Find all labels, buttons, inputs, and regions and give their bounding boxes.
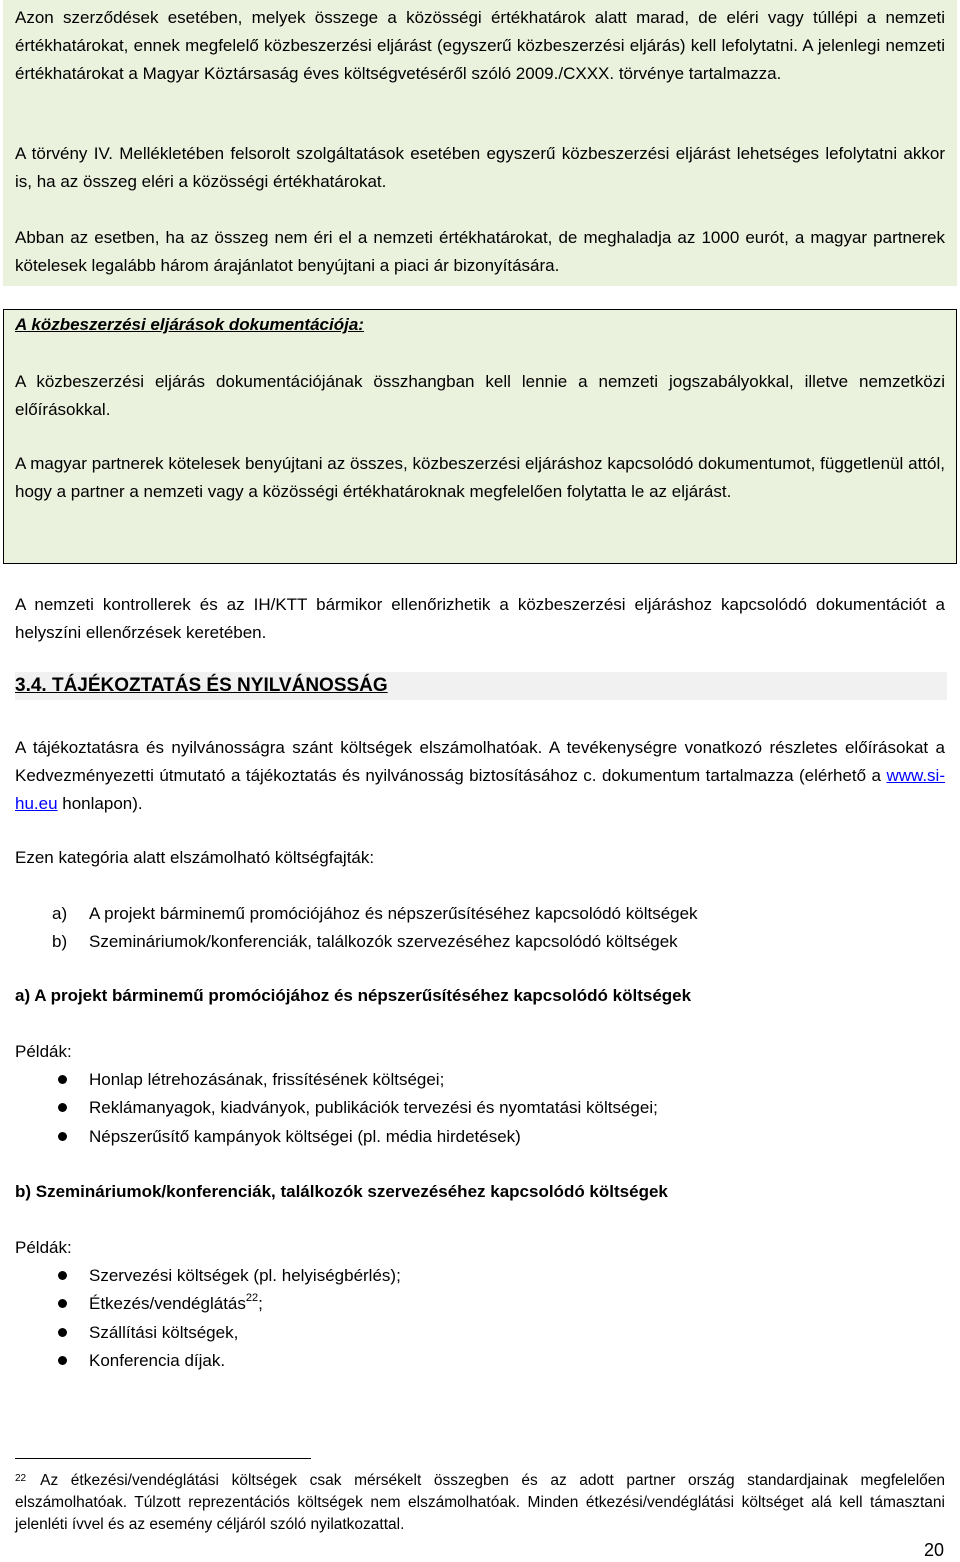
examples-label-a: Példák: <box>15 1042 72 1061</box>
example-item: Szállítási költségek, <box>89 1323 239 1342</box>
category-text: Szemináriumok/konferenciák, találkozók szervezéséhez kapcsolódó költségek <box>89 932 678 951</box>
documentation-paragraph-2: A magyar partnerek kötelesek benyújtani az összes, közbeszerzési eljáráshoz kapcsolódó dokumentumot, függetlenül attól, hogy a partner a nemzeti vagy a közösségi értékhatároknak megfelelően folytatta le az eljárást. <box>15 454 945 501</box>
thresholds-paragraph-2: A törvény IV. Mellékletében felsorolt szolgáltatások esetében egyszerű közbeszerzési eljárást lehetséges lefolytatni akkor is, ha az összeg eléri a közösségi értékhatárokat. <box>15 144 945 191</box>
example-item-text: Étkezés/vendéglátás <box>89 1294 246 1313</box>
controllers-paragraph: A nemzeti kontrollerek és az IH/KTT bármikor ellenőrizhetik a közbeszerzési eljáráshoz kapcsolódó dokumentációt a helyszíni ellenőrzések keretében. <box>15 595 945 642</box>
example-item: Reklámanyagok, kiadványok, publikációk tervezési és nyomtatási költségei; <box>89 1098 658 1117</box>
category-text: A projekt bárminemű promóciójához és népszerűsítéséhez kapcsolódó költségek <box>89 904 698 923</box>
thresholds-paragraph-1: Azon szerződések esetében, melyek összege a közösségi értékhatárok alatt marad, de eléri vagy túllépi a nemzeti értékhatárokat, ennek megfelelő közbeszerzési eljárást (egyszerű közbeszerzési eljárás) kell lefolytatni. A jelenlegi nemzeti értékhatárokat a Magyar Köztársaság éves költségvetéséről szóló 2009./CXXX. törvénye tartalmazza. <box>15 8 945 83</box>
bullet-icon <box>58 1299 67 1308</box>
list-marker: a) <box>52 904 68 923</box>
footnote-reference[interactable]: 22 <box>245 1292 259 1304</box>
website-link[interactable]: www.si-hu.eu <box>15 766 945 813</box>
page-number: 20 <box>923 1540 944 1560</box>
footnote <box>15 1470 945 1536</box>
footnote-text: Az étkezési/vendéglátási költségek csak mérsékelt összegben és az adott partner ország standardjainak megfelelően elszámolhatóak. Túlzott reprezentációs költségek nem elszámolhatóak. Minden étkezési/vendéglátási költséget alá kell támasztani jelenléti ívvel és az esemény céljáról szóló nyilatkozattal. <box>15 1472 945 1533</box>
documentation-title: A közbeszerzési eljárások dokumentációja: <box>15 315 364 334</box>
examples-label-b: Példák: <box>15 1238 72 1257</box>
categories-intro: Ezen kategória alatt elszámolható költségfajták: <box>15 848 375 867</box>
section-paragraph <box>15 734 945 818</box>
documentation-paragraph-1: A közbeszerzési eljárás dokumentációjának összhangban kell lennie a nemzeti jogszabályokkal, illetve nemzetközi előírásokkal. <box>15 372 945 419</box>
example-item-suffix: ; <box>258 1294 263 1313</box>
bullet-icon <box>58 1356 67 1365</box>
footnote-number: 22 <box>15 1473 27 1484</box>
example-item: Honlap létrehozásának, frissítésének költségei; <box>89 1070 445 1089</box>
subsection-b-heading: b) Szemináriumok/konferenciák, találkozók szervezéséhez kapcsolódó költségek <box>15 1182 668 1201</box>
section-heading: 3.4. TÁJÉKOZTATÁS ÉS NYILVÁNOSSÁG <box>15 675 388 696</box>
category-item-a <box>52 900 698 928</box>
example-item: Népszerűsítő kampányok költségei (pl. média hirdetések) <box>89 1127 521 1146</box>
footnote-separator <box>15 1458 311 1459</box>
bullet-icon <box>58 1103 67 1112</box>
example-item: Szervezési költségek (pl. helyiségbérlés); <box>89 1266 401 1285</box>
list-marker: b) <box>52 932 68 951</box>
category-item-b <box>52 928 678 956</box>
highlight-box-documentation <box>3 309 957 564</box>
section-paragraph-text: A tájékoztatásra és nyilvánosságra szánt költségek elszámolhatóak. A tevékenységre vonatkozó részletes előírásokat a Kedvezményezetti útmutató a tájékoztatás és nyilvánosság biztosításához c. dokumentum tartalmazza (elérhető a <box>15 738 945 785</box>
bullet-icon <box>58 1132 67 1141</box>
example-item-with-footnote <box>89 1290 263 1318</box>
bullet-icon <box>58 1271 67 1280</box>
subsection-a-heading: a) A projekt bárminemű promóciójához és népszerűsítéséhez kapcsolódó költségek <box>15 986 692 1005</box>
example-item: Konferencia díjak. <box>89 1351 226 1370</box>
thresholds-paragraph-3: Abban az esetben, ha az összeg nem éri el a nemzeti értékhatárokat, de meghaladja az 1000 eurót, a magyar partnerek kötelesek legalább három árajánlatot benyújtani a piaci ár bizonyítására. <box>15 228 945 275</box>
bullet-icon <box>58 1075 67 1084</box>
bullet-icon <box>58 1328 67 1337</box>
section-paragraph-end: honlapon). <box>57 794 143 813</box>
